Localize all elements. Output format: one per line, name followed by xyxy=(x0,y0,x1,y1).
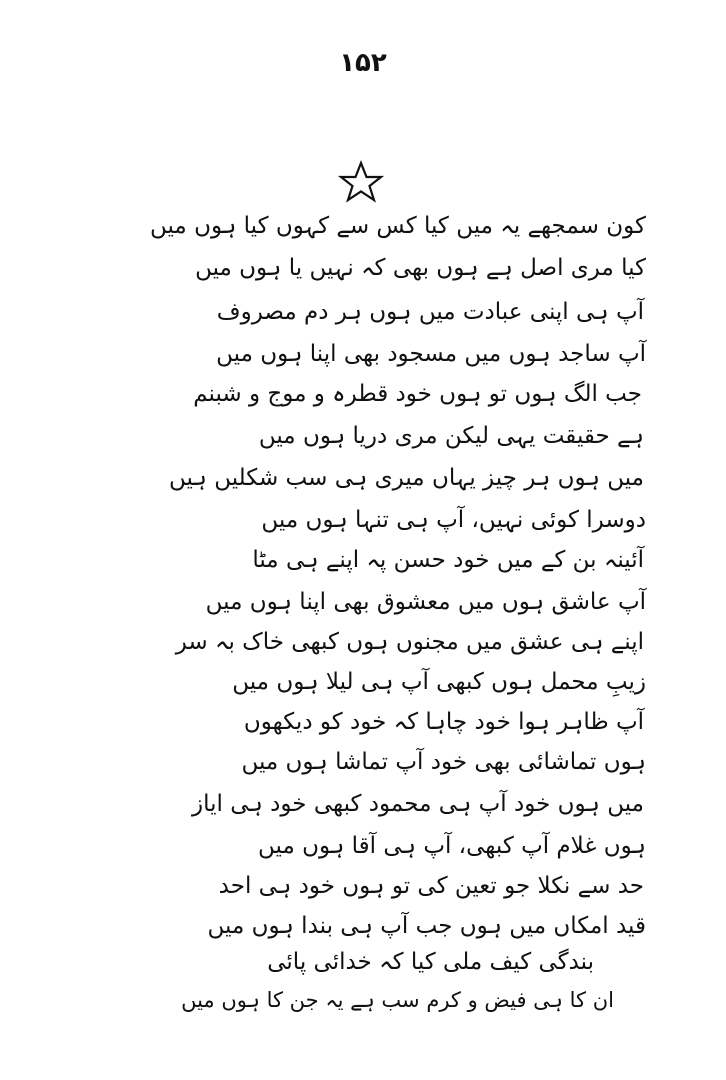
verse-line: آپ ساجد ہوں میں مسجود بھی اپنا ہوں میں xyxy=(216,341,646,367)
verse-line: ہوں غلام آپ کبھی، آپ ہی آقا ہوں میں xyxy=(258,833,646,859)
page-number: ۱۵۲ xyxy=(339,48,387,78)
verse-line: میں ہوں خود آپ ہی محمود کبھی خود ہی ایاز xyxy=(192,791,644,817)
verse-line: کون سمجھے یہ میں کیا کس سے کہوں کیا ہوں میں xyxy=(149,213,646,239)
verse-line: آپ ظاہر ہوا خود چاہا کہ خود کو دیکھوں xyxy=(243,709,644,735)
verse-line: ہوں تماشائی بھی خود آپ تماشا ہوں میں xyxy=(241,749,646,775)
verse-line: زیبِ محمل ہوں کبھی آپ ہی لیلا ہوں میں xyxy=(232,669,646,695)
verse-line: میں ہوں ہر چیز یہاں میری ہی سب شکلیں ہیں xyxy=(168,465,644,491)
verse-line: دوسرا کوئی نہیں، آپ ہی تنہا ہوں میں xyxy=(261,507,646,533)
verse-line: آئینہ بن کے میں خود حسن پہ اپنے ہی مٹا xyxy=(252,547,644,573)
verse-line: حد سے نکلا جو تعین کی تو ہوں خود ہی احد xyxy=(218,873,644,899)
verse-line: آپ ہی اپنی عبادت میں ہوں ہر دم مصروف xyxy=(216,299,644,325)
verse-line: ان کا ہی فیض و کرم سب ہے یہ جن کا ہوں میں xyxy=(181,988,614,1012)
verse-line: کیا مری اصل ہے ہوں بھی کہ نہیں یا ہوں میں xyxy=(195,255,646,281)
verse-line: بندگی کیف ملی کیا کہ خدائی پائی xyxy=(267,949,594,975)
verse-line: آپ عاشق ہوں میں معشوق بھی اپنا ہوں میں xyxy=(205,589,646,615)
verse-line: اپنے ہی عشق میں مجنوں ہوں کبھی خاک بہ سر xyxy=(175,629,644,655)
verse-line: جب الگ ہوں تو ہوں خود قطرہ و موج و شبنم xyxy=(193,381,642,407)
verse-line: ہے حقیقت یہی لیکن مری دریا ہوں میں xyxy=(258,423,644,449)
star-icon xyxy=(338,160,384,204)
verse-line: قید امکاں میں ہوں جب آپ ہی بندا ہوں میں xyxy=(207,913,646,939)
